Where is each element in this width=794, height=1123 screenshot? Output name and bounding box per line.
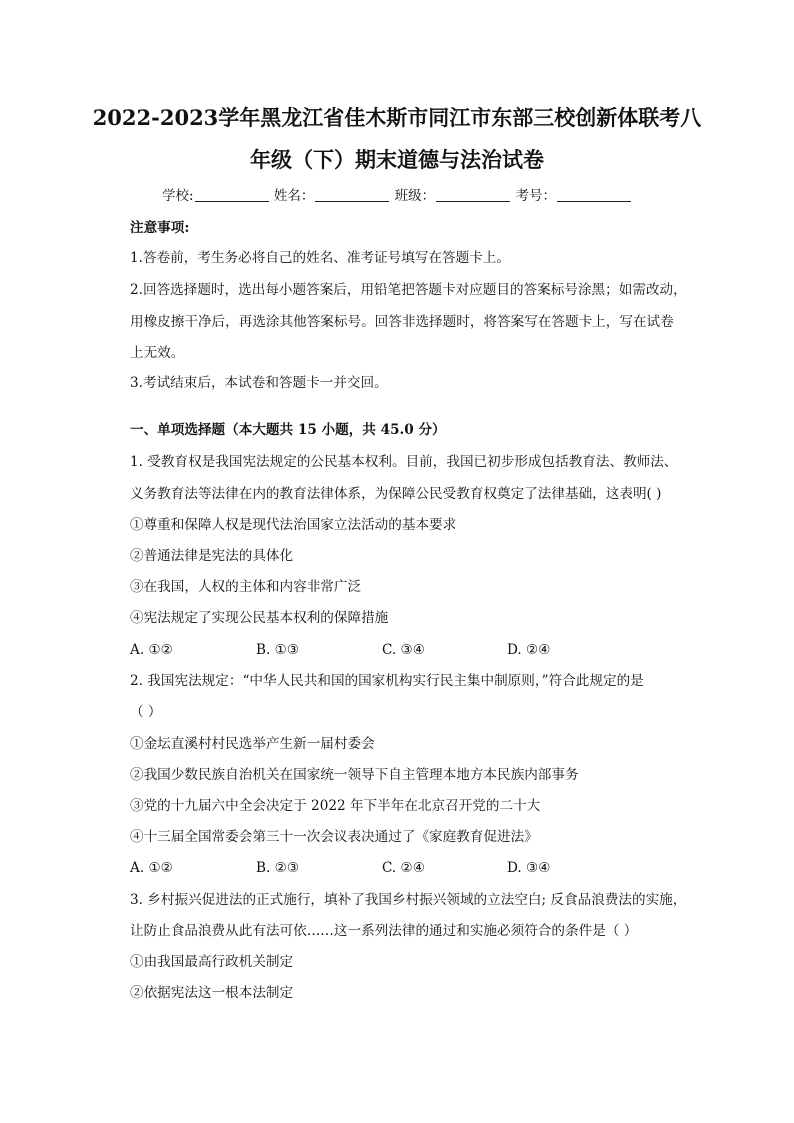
name-label: 姓名： [273, 188, 315, 204]
q1-option-b: B. ①③ [256, 642, 300, 658]
school-label: 学校: [162, 188, 194, 204]
q1-option-a: A. ①② [130, 642, 173, 658]
q3-stem-line1: 3. 乡村振兴促进法的正式施行，填补了我国乡村振兴领域的立法空白; 反食品浪费法的实施， [130, 892, 687, 908]
q1-statement-2: ②普通法律是宪法的具体化 [130, 548, 294, 564]
q2-option-a: A. ①② [130, 860, 173, 876]
q1-stem-line1: 1. 受教育权是我国宪法规定的公民基本权利。目前，我国已初步形成包括教育法、教师法、 [130, 454, 678, 470]
q2-statement-2: ②我国少数民族自治机关在国家统一领导下自主管理本地方本民族内部事务 [130, 767, 579, 783]
school-field [195, 187, 269, 202]
exam-number-label: 考号： [515, 188, 556, 204]
q1-statement-1: ①尊重和保障人权是现代法治国家立法活动的基本要求 [130, 517, 457, 533]
student-info-row [0, 186, 794, 206]
q2-statement-1: ①金坛直溪村村民选举产生新一届村委会 [130, 736, 375, 752]
q2-stem-line1: 2. 我国宪法规定：“中华人民共和国的国家机构实行民主集中制原则，”符合此规定的是 [130, 673, 644, 689]
q3-statement-2: ②依据宪法这一根本法制定 [130, 985, 294, 1001]
notice-item-2-line2: 用橡皮擦干净后，再选涂其他答案标号。回答非选择题时，将答案写在答题卡上，写在试卷 [130, 314, 674, 330]
q2-statement-4: ④十三届全国常委会第三十一次会议表决通过了《家庭教育促进法》 [130, 829, 538, 845]
class-field [436, 187, 510, 202]
q2-options [130, 858, 650, 878]
notice-item-2-line1: 2.回答选择题时，选出每小题答案后，用铅笔把答题卡对应题目的答案标号涂黑；如需改动， [130, 282, 687, 298]
q1-statement-3: ③在我国，人权的主体和内容非常广泛 [130, 579, 362, 595]
notice-item-2-line3: 上无效。 [130, 345, 185, 361]
exam-number-field [557, 187, 631, 202]
name-field [315, 187, 389, 202]
q1-statement-4: ④宪法规定了实现公民基本权利的保障措施 [130, 610, 389, 626]
q3-stem-line2: 让防止食品浪费从此有法可依……这一系列法律的通过和实施必须符合的条件是（ ） [130, 923, 638, 939]
notice-heading: 注意事项: [130, 220, 190, 236]
notice-item-3: 3.考试结束后，本试卷和答题卡一并交回。 [130, 375, 388, 391]
q2-option-d: D. ③④ [507, 860, 551, 876]
q1-option-c: C. ③④ [382, 642, 425, 658]
q1-option-d: D. ②④ [507, 642, 551, 658]
notice-item-1: 1.答卷前，考生务必将自己的姓名、准考证号填写在答题卡上。 [130, 250, 510, 266]
exam-title-line1: 2022-2023学年黑龙江省佳木斯市同江市东部三校创新体联考八 [92, 105, 702, 130]
q2-statement-3: ③党的十九届六中全会决定于 2022 年下半年在北京召开党的二十大 [130, 798, 541, 814]
section-heading: 一、单项选择题（本大题共 15 小题，共 45.0 分） [130, 422, 446, 438]
q2-option-c: C. ②④ [382, 860, 425, 876]
q2-option-b: B. ②③ [256, 860, 300, 876]
class-label: 班级： [394, 188, 436, 204]
q2-stem-line2: （ ） [130, 704, 162, 720]
q3-statement-1: ①由我国最高行政机关制定 [130, 954, 294, 970]
exam-title-line2: 年级（下）期末道德与法治试卷 [250, 147, 544, 172]
q1-options [130, 640, 650, 660]
q1-stem-line2: 义务教育法等法律在内的教育法律体系，为保障公民受教育权奠定了法律基础，这表明( ) [130, 486, 662, 502]
